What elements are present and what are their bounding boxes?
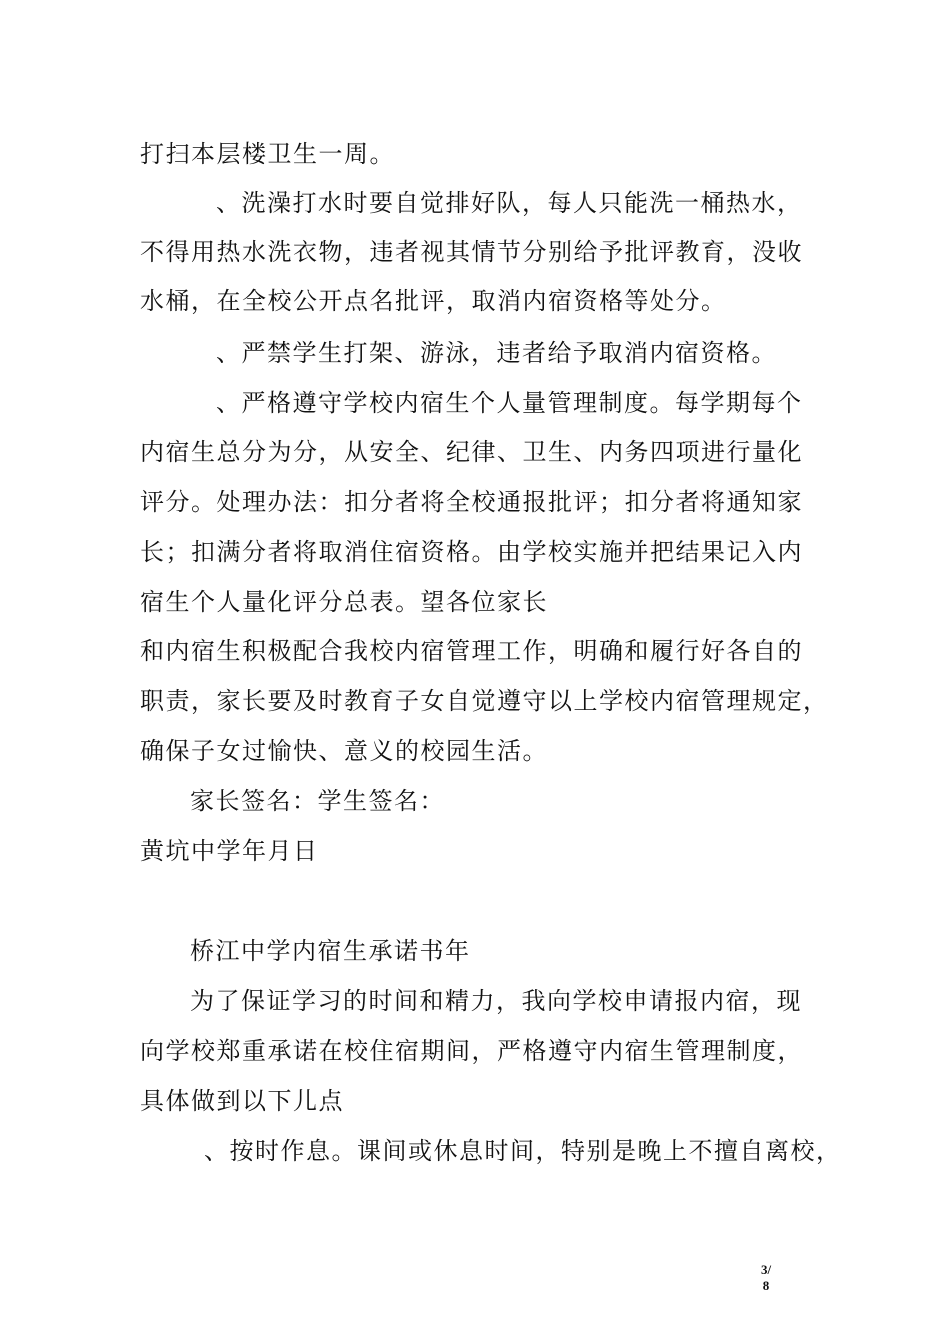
page-number-current: 3/ — [760, 1262, 772, 1277]
text-line: 、按时作息。课间或休息时间，特别是晚上不擅自离校， — [204, 1137, 842, 1165]
page-number-total: 8 — [762, 1278, 770, 1293]
text-line: 内宿生总分为分，从安全、纪律、卫生、内务四项进行量化 — [140, 438, 803, 466]
text-line: 、严格遵守学校内宿生个人量管理制度。每学期每个 — [216, 389, 803, 417]
text-line: 为了保证学习的时间和精力，我向学校申请报内宿，现 — [190, 987, 802, 1015]
text-line: 宿生个人量化评分总表。望各位家长 — [140, 588, 548, 616]
signature-line: 家长签名：学生签名： — [190, 787, 445, 815]
text-line: 职责，家长要及时教育子女自觉遵守以上学校内宿管理规定， — [140, 687, 829, 715]
school-date-line: 黄坑中学年月日 — [140, 837, 319, 865]
text-line: 水桶，在全校公开点名批评，取消内宿资格等处分。 — [140, 287, 727, 315]
section-title: 桥江中学内宿生承诺书年 — [190, 937, 471, 965]
text-line: 不得用热水洗衣物，违者视其情节分别给予批评教育，没收 — [140, 238, 803, 266]
text-line: 具体做到以下儿点 — [140, 1087, 344, 1115]
text-line: 和内宿生积极配合我校内宿管理工作，明确和履行好各自的 — [140, 637, 803, 665]
text-line: 、洗澡打水时要自觉排好队，每人只能洗一桶热水， — [216, 189, 803, 217]
text-line: 长；扣满分者将取消住宿资格。由学校实施并把结果记入内 — [140, 538, 803, 566]
text-line: 打扫本层楼卫生一周。 — [140, 140, 395, 168]
text-line: 确保子女过愉快、意义的校园生活。 — [140, 737, 548, 765]
text-line: 评分。处理办法：扣分者将全校通报批评；扣分者将通知家 — [140, 488, 803, 516]
page-number — [756, 1262, 776, 1294]
text-line: 向学校郑重承诺在校住宿期间，严格遵守内宿生管理制度， — [140, 1037, 803, 1065]
text-line: 、严禁学生打架、游泳，违者给予取消内宿资格。 — [216, 339, 777, 367]
